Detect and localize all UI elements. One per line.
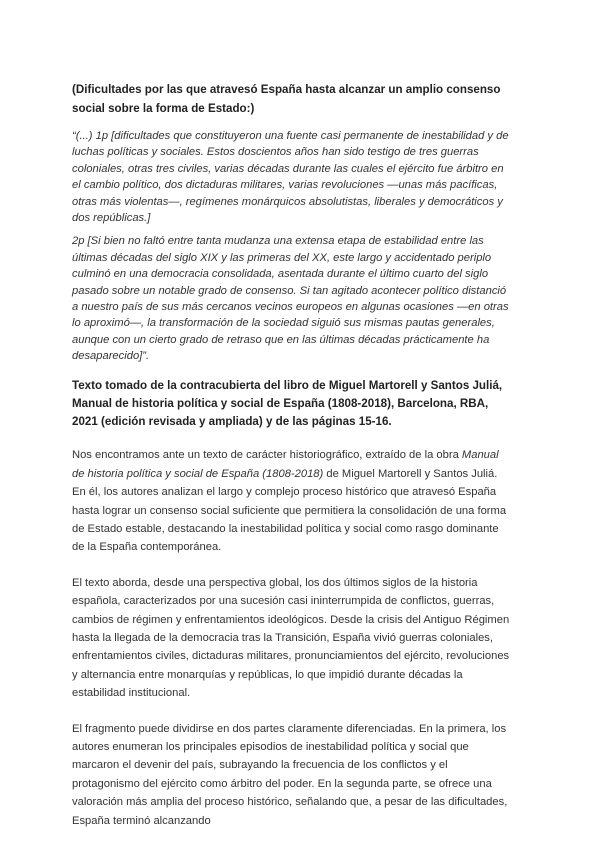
section-heading: (Dificultades por las que atravesó España hasta alcanzar un amplio consenso social sobre la forma de Estado:) — [72, 83, 501, 115]
body-paragraph-1-intro: Nos encontramos ante un texto de carácter historiográfico, extraído de la obra — [72, 449, 462, 462]
body-paragraph-1 — [72, 446, 512, 556]
quote-paragraph-1: “(...) 1p [dificultades que constituyeron una fuente casi permanente de inestabilidad y de luchas políticas y sociales. Estos doscientos años han sido testigo de tres guerras coloniales, otras tres civiles, varias décadas durante las cuales el ejército fue árbitro en el cambio político, dos dictaduras militares, varias revoluciones —unas más pacíficas, otras más violentas—, regímenes monárquicos absolutistas, liberales y democráticos y dos repúblicas.] — [72, 130, 509, 225]
book-title: Manual de historia política y social de España (1808-2018) — [72, 449, 499, 480]
body-paragraph-3: El fragmento puede dividirse en dos partes claramente diferenciadas. En la primera, los autores enumeran los principales episodios de inestabilidad política y social que marcaron el devenir del país, subrayando la frecuencia de los conflictos y el protagonismo del ejército como árbitro del poder. En la segunda parte, se ofrece una valoración más amplia del proceso histórico, señalando que, a pesar de las dificultades, España terminó alcanzando — [72, 722, 508, 827]
source-citation: Texto tomado de la contracubierta del libro de Miguel Martorell y Santos Juliá, Manual de historia política y social de España (1808-2018), Barcelona, RBA, 2021 (edición revisada y ampliada) y de las páginas 15-16. — [72, 378, 503, 429]
body-paragraph-1-rest: de Miguel Martorell y Santos Juliá. En él, los autores analizan el largo y complejo proceso histórico que atravesó España hasta lograr un consenso social suficiente que permitiera la consolidación de una forma de Estado estable, destacando la inestabilidad política y social como rasgo dominante de la España contemporánea. — [72, 467, 507, 554]
body-paragraph-2: El texto aborda, desde una perspectiva global, los dos últimos siglos de la historia española, caracterizados por una sucesión casi ininterrumpida de conflictos, guerras, cambios de régimen y enfrentamientos ideológicos. Desde la crisis del Antiguo Régimen hasta la llegada de la democracia tras la Transición, España vivió guerras coloniales, enfrentamientos civiles, dictaduras militares, pronunciamientos del ejército, revoluciones y alternancia entre monarquías y repúblicas, lo que impidió durante décadas la estabilidad institucional. — [72, 576, 510, 700]
quote-paragraph-2: 2p [Si bien no faltó entre tanta mudanza una extensa etapa de estabilidad entre las últimas décadas del siglo XIX y las primeras del XX, este largo y accidentado periplo culminó en una democracia consolidada, asentada durante el último cuarto del siglo pasado sobre un notable grado de consenso. Si tan agitado acontecer político distanció a nuestro país de sus más cercanos vecinos europeos en algunas ocasiones —en otras lo aproximó—, la transformación de la sociedad siguió sus mismas pautas generales, aunque con un cierto grado de retraso que en las últimas décadas prácticamente ha desaparecido]”. — [72, 235, 509, 363]
